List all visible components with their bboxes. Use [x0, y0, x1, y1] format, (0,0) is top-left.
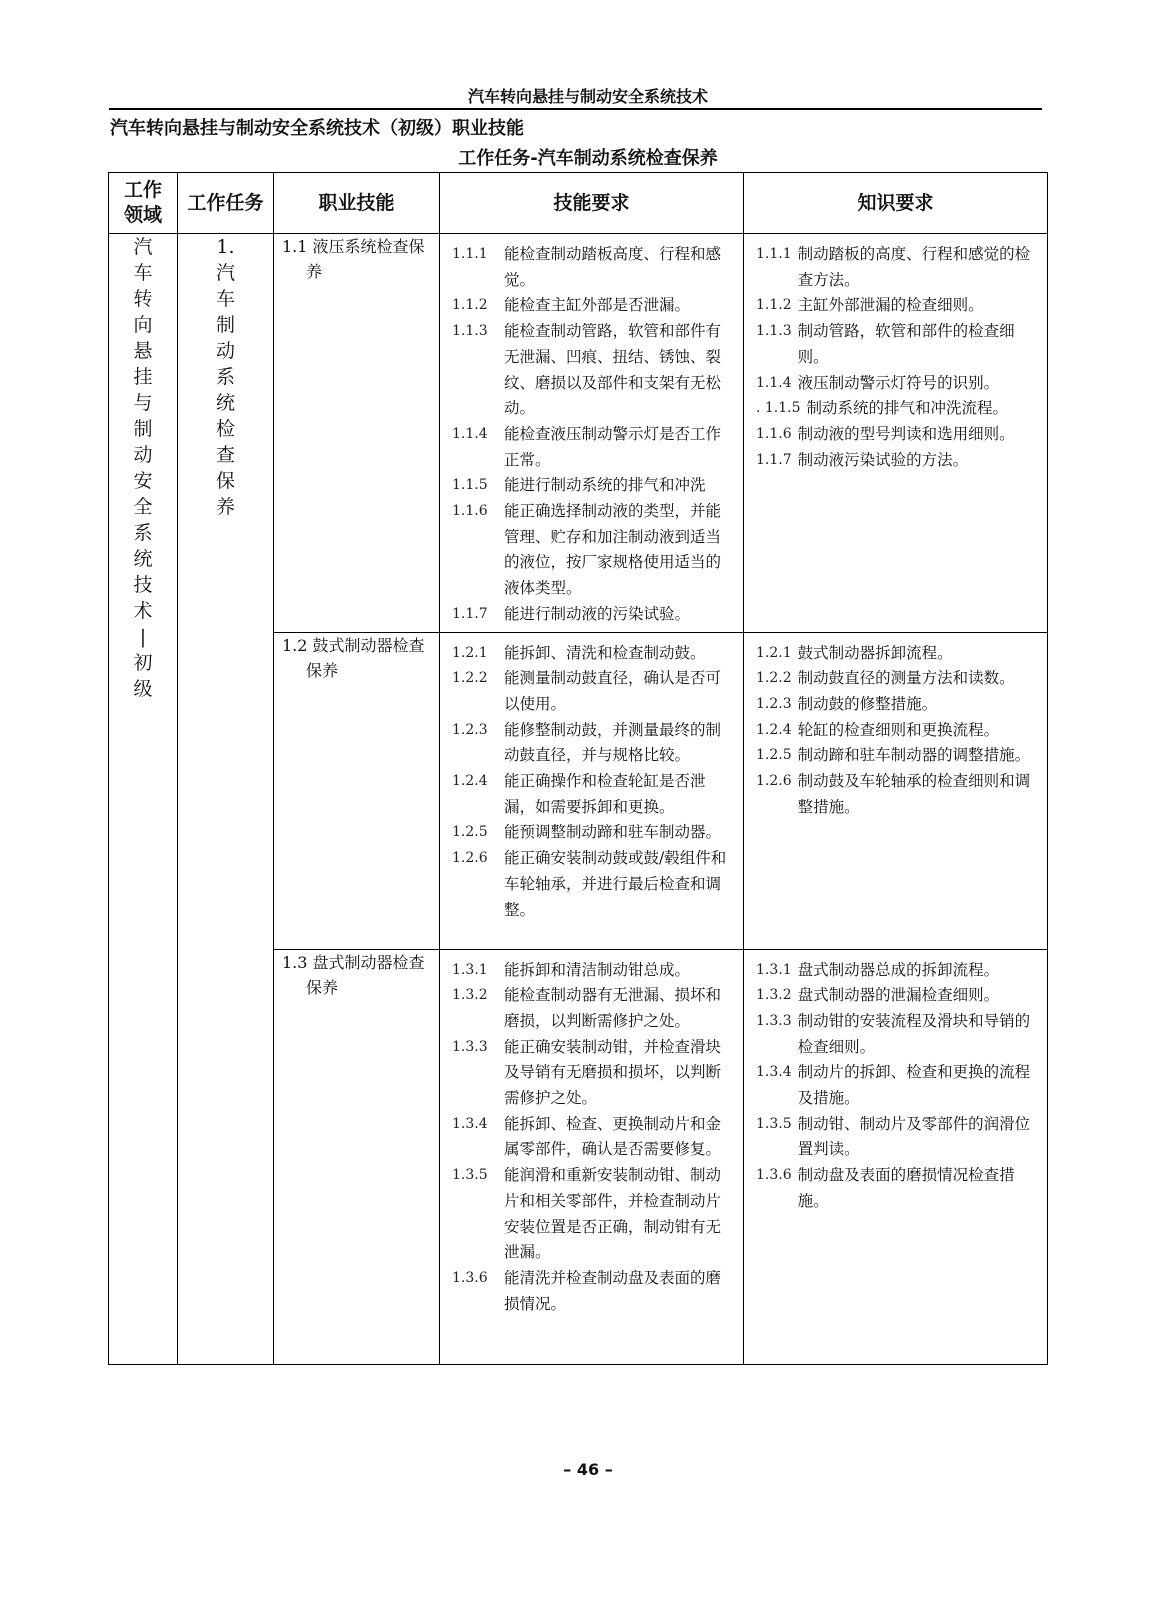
requirement-item [452, 820, 735, 846]
requirement-number: 1.3.1 [452, 961, 488, 978]
knowledge-number: 1.1.7 [756, 451, 792, 468]
requirement-number: 1.1.5 [452, 477, 488, 494]
table-row [109, 234, 1048, 633]
knowledge-text: 制动鼓及车轮轴承的检查细则和调整措施。 [797, 772, 1031, 816]
requirement-item [452, 983, 735, 1034]
document-subtitle: 工作任务-汽车制动系统检查保养 [458, 148, 718, 169]
work-domain-text: 汽车转向悬挂与制动安全系统技术|初级 [133, 236, 153, 700]
page-number: – 46 – [563, 1460, 613, 1479]
knowledge-text: 制动盘及表面的磨损情况检查措施。 [797, 1166, 1015, 1210]
requirement-item [452, 1112, 735, 1163]
knowledge-text: 制动鼓的修整措施。 [797, 694, 938, 713]
knowledge-item [756, 958, 1039, 984]
knowledge-text: 盘式制动器总成的拆卸流程。 [797, 960, 1000, 979]
knowledge-text: 主缸外部泄漏的检查细则。 [797, 296, 984, 315]
skill-requirements-cell [440, 632, 744, 949]
knowledge-number: 1.1.2 [756, 297, 792, 314]
header-rule [109, 108, 1042, 110]
requirement-text: 能检查制动管路，软管和部件有无泄漏、凹痕、扭结、锈蚀、裂纹、磨损以及部件和支架有无松动。 [504, 322, 722, 418]
requirement-item [452, 666, 735, 717]
requirement-item [452, 293, 735, 319]
knowledge-text: 制动管路，软管和部件的检查细则。 [797, 322, 1015, 366]
knowledge-item [756, 983, 1039, 1009]
knowledge-text: 轮缸的检查细则和更换流程。 [797, 720, 1000, 739]
knowledge-number: 1.3.4 [756, 1064, 792, 1081]
knowledge-number: 1.3.1 [756, 961, 792, 978]
knowledge-requirements-cell [744, 949, 1048, 1364]
requirement-item [452, 422, 735, 473]
knowledge-number: 1.2.6 [756, 773, 792, 790]
requirement-number: 1.2.1 [452, 644, 488, 661]
requirement-text: 能拆卸、检查、更换制动片和金属零部件，确认是否需要修复。 [504, 1114, 722, 1159]
requirement-text: 能测量制动鼓直径，确认是否可以使用。 [504, 669, 722, 713]
requirement-number: 1.3.2 [452, 987, 488, 1004]
skills-table [108, 172, 1048, 1365]
knowledge-item [756, 1009, 1039, 1060]
knowledge-item [756, 396, 1039, 422]
knowledge-number: 1.2.3 [756, 695, 792, 712]
knowledge-text: 制动液污染试验的方法。 [797, 450, 969, 469]
requirement-number: 1.3.4 [452, 1115, 488, 1132]
knowledge-number: 1.3.2 [756, 987, 792, 1004]
requirement-number: 1.1.2 [452, 297, 488, 314]
knowledge-requirements-cell [744, 234, 1048, 633]
requirement-number: 1.1.1 [452, 246, 488, 262]
knowledge-text: 制动片的拆卸、检查和更换的流程及措施。 [797, 1063, 1031, 1108]
knowledge-item [756, 1163, 1039, 1214]
requirement-number: 1.3.3 [452, 1038, 488, 1055]
requirement-text: 能检查制动踏板高度、行程和感觉。 [504, 245, 722, 289]
requirement-item [452, 319, 735, 422]
knowledge-text: 制动钳的安装流程及滑块和导销的检查细则。 [797, 1011, 1031, 1056]
requirement-item [452, 473, 735, 499]
requirement-number: 1.3.5 [452, 1167, 488, 1184]
knowledge-item [756, 1060, 1039, 1111]
knowledge-number: 1.3.5 [756, 1115, 792, 1132]
knowledge-item [756, 422, 1039, 448]
knowledge-number: 1.2.4 [756, 721, 792, 738]
knowledge-item [756, 641, 1039, 667]
knowledge-text: 制动鼓直径的测量方法和读数。 [797, 669, 1015, 688]
requirement-number: 1.2.5 [452, 824, 488, 841]
knowledge-number: 1.1.4 [756, 374, 792, 391]
knowledge-item [756, 1112, 1039, 1163]
requirement-item [452, 1266, 735, 1317]
requirement-item [452, 1035, 735, 1112]
requirement-text: 能拆卸和清洁制动钳总成。 [504, 960, 691, 979]
knowledge-item [756, 319, 1039, 370]
knowledge-item [756, 242, 1039, 293]
requirement-text: 能预调整制动蹄和驻车制动器。 [504, 823, 722, 842]
skill-name: 1.3 盘式制动器检查保养 [282, 952, 425, 997]
requirement-text: 能清洗并检查制动盘及表面的磨损情况。 [504, 1268, 722, 1313]
requirement-text: 能润滑和重新安装制动钳、制动片和相关零部件，并检查制动片安装位置是否正确，制动钳有无泄漏。 [504, 1166, 722, 1262]
table-header-row [109, 173, 1048, 234]
requirement-item [452, 641, 735, 667]
requirement-item [452, 499, 735, 602]
knowledge-number: 1.2.5 [756, 747, 792, 764]
knowledge-text: 制动钳、制动片及零部件的润滑位置判读。 [797, 1114, 1031, 1159]
requirement-item [452, 1163, 735, 1266]
requirement-text: 能拆卸、清洗和检查制动鼓。 [504, 643, 706, 662]
skill-requirements-cell [440, 949, 744, 1364]
requirement-number: 1.1.3 [452, 323, 488, 340]
knowledge-text: 盘式制动器的泄漏检查细则。 [797, 986, 1000, 1005]
requirement-number: 1.1.7 [452, 605, 488, 622]
work-task-number: 1. [216, 236, 235, 258]
requirement-item [452, 242, 735, 293]
knowledge-number: 1.3.3 [756, 1012, 792, 1029]
requirement-item [452, 769, 735, 820]
requirement-text: 能进行制动液的污染试验。 [504, 604, 691, 623]
requirement-text: 能正确选择制动液的类型，并能管理、贮存和加注制动液到适当的液位，按厂家规格使用适当的液体类型。 [504, 502, 722, 598]
knowledge-requirements-cell [744, 632, 1048, 949]
requirement-number: 1.2.3 [452, 721, 488, 738]
knowledge-number: 1.1.1 [756, 246, 792, 262]
knowledge-item [756, 448, 1039, 474]
knowledge-text: 鼓式制动器拆卸流程。 [797, 643, 953, 662]
requirement-number: 1.2.6 [452, 850, 488, 867]
knowledge-text: 制动系统的排气和冲洗流程。 [806, 399, 1009, 418]
column-header-skill: 职业技能 [274, 173, 440, 234]
knowledge-item [756, 293, 1039, 319]
work-task-name: 汽车制动系统检查保养 [215, 262, 235, 518]
requirement-item [452, 602, 735, 628]
requirement-text: 能正确安装制动鼓或鼓/毂组件和车轮轴承，并进行最后检查和调整。 [504, 849, 727, 919]
knowledge-item [756, 718, 1039, 744]
skill-cell [274, 949, 440, 1364]
knowledge-number: 1.3.6 [756, 1167, 792, 1184]
requirement-number: 1.1.6 [452, 503, 488, 520]
skill-name: 1.1 液压系统检查保养 [282, 237, 425, 281]
knowledge-number: 1.1.6 [756, 425, 792, 442]
skill-cell [274, 632, 440, 949]
knowledge-number: 1.2.2 [756, 670, 792, 687]
requirement-text: 能正确操作和检查轮缸是否泄漏，如需要拆卸和更换。 [504, 772, 706, 816]
knowledge-number: 1.1.3 [756, 323, 792, 340]
column-header-domain: 工作领域 [109, 173, 178, 234]
knowledge-item [756, 692, 1039, 718]
knowledge-item [756, 666, 1039, 692]
knowledge-text: 液压制动警示灯符号的识别。 [797, 373, 1000, 392]
requirement-text: 能修整制动鼓，并测量最终的制动鼓直径，并与规格比较。 [504, 720, 722, 765]
skill-cell [274, 234, 440, 633]
requirement-text: 能检查制动器有无泄漏、损坏和磨损，以判断需修护之处。 [504, 986, 722, 1030]
knowledge-text: 制动踏板的高度、行程和感觉的检查方法。 [797, 245, 1031, 289]
knowledge-item [756, 371, 1039, 397]
requirement-number: 1.2.2 [452, 670, 488, 687]
running-header-title: 汽车转向悬挂与制动安全系统技术 [467, 87, 708, 106]
knowledge-number: 1.2.1 [756, 644, 792, 661]
skill-name: 1.2 鼓式制动器检查保养 [282, 635, 425, 680]
requirement-item [452, 846, 735, 923]
knowledge-number: . 1.1.5 [756, 400, 801, 417]
knowledge-text: 制动液的型号判读和选用细则。 [797, 424, 1015, 443]
requirement-number: 1.1.4 [452, 425, 488, 442]
requirement-text: 能进行制动系统的排气和冲洗 [504, 476, 706, 495]
requirement-number: 1.2.4 [452, 773, 488, 790]
knowledge-item [756, 769, 1039, 820]
knowledge-text: 制动蹄和驻车制动器的调整措施。 [797, 746, 1031, 765]
requirement-item [452, 718, 735, 769]
column-header-task: 工作任务 [178, 173, 274, 234]
requirement-number: 1.3.6 [452, 1269, 488, 1286]
knowledge-item [756, 743, 1039, 769]
column-header-knowledge: 知识要求 [744, 173, 1048, 234]
requirement-text: 能检查主缸外部是否泄漏。 [504, 296, 691, 315]
skill-requirements-cell [440, 234, 744, 633]
column-header-requirements: 技能要求 [440, 173, 744, 234]
work-task-cell [178, 234, 274, 1365]
document-title: 汽车转向悬挂与制动安全系统技术（初级）职业技能 [110, 118, 524, 139]
requirement-item [452, 958, 735, 984]
requirement-text: 能检查液压制动警示灯是否工作正常。 [504, 424, 722, 469]
work-domain-cell [109, 234, 178, 1365]
requirement-text: 能正确安装制动钳，并检查滑块及导销有无磨损和损坏，以判断需修护之处。 [504, 1037, 722, 1108]
